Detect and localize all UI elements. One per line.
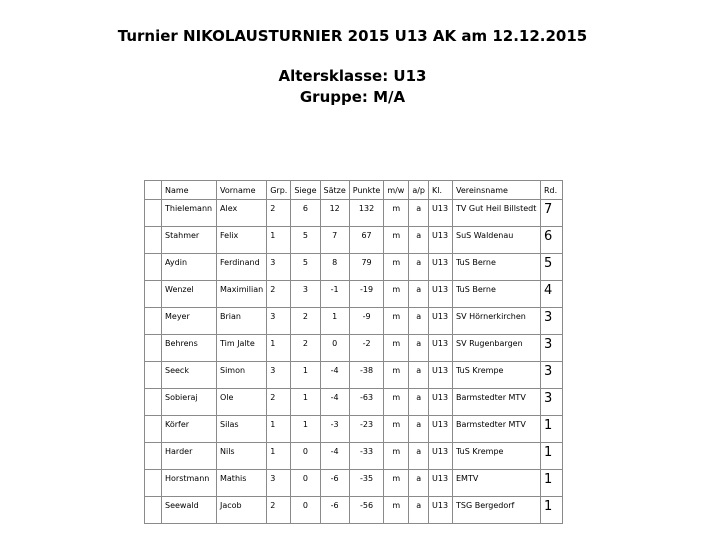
cell-kl: U13 [429,470,453,497]
cell-punkte: -33 [349,443,384,470]
cell-mw: m [384,335,409,362]
cell-kl: U13 [429,308,453,335]
cell-name: Körfer [162,416,217,443]
column-header-vorname: Vorname [217,181,267,200]
cell-punkte: 67 [349,227,384,254]
cell-ap: a [409,200,429,227]
cell-rd: 1 [541,470,563,497]
cell-blank [145,443,162,470]
cell-punkte: -63 [349,389,384,416]
cell-blank [145,416,162,443]
cell-punkte: -35 [349,470,384,497]
cell-verein: Barmstedter MTV [453,389,541,416]
cell-name: Aydin [162,254,217,281]
cell-rd: 3 [541,362,563,389]
cell-mw: m [384,254,409,281]
cell-punkte: -23 [349,416,384,443]
cell-kl: U13 [429,389,453,416]
cell-blank [145,227,162,254]
cell-siege: 5 [291,227,320,254]
cell-siege: 0 [291,443,320,470]
cell-rd: 1 [541,443,563,470]
table-row [145,470,563,497]
cell-rd: 5 [541,254,563,281]
cell-siege: 1 [291,389,320,416]
cell-blank [145,362,162,389]
column-header-saetze: Sätze [320,181,349,200]
cell-punkte: -38 [349,362,384,389]
cell-kl: U13 [429,200,453,227]
table-row [145,254,563,281]
cell-blank [145,200,162,227]
table-row [145,389,563,416]
cell-siege: 6 [291,200,320,227]
cell-ap: a [409,416,429,443]
cell-ap: a [409,335,429,362]
cell-siege: 2 [291,335,320,362]
cell-rd: 4 [541,281,563,308]
cell-mw: m [384,497,409,524]
cell-name: Meyer [162,308,217,335]
cell-saetze: 12 [320,200,349,227]
cell-ap: a [409,470,429,497]
cell-saetze: 7 [320,227,349,254]
cell-ap: a [409,227,429,254]
table-row [145,227,563,254]
table-row [145,335,563,362]
cell-ap: a [409,254,429,281]
cell-name: Sobieraj [162,389,217,416]
cell-kl: U13 [429,443,453,470]
cell-rd: 3 [541,335,563,362]
cell-siege: 5 [291,254,320,281]
cell-verein: TuS Krempe [453,362,541,389]
cell-ap: a [409,497,429,524]
cell-saetze: -6 [320,470,349,497]
cell-siege: 1 [291,362,320,389]
cell-vorname: Silas [217,416,267,443]
cell-kl: U13 [429,335,453,362]
cell-punkte: -19 [349,281,384,308]
cell-saetze: 0 [320,335,349,362]
column-header-name: Name [162,181,217,200]
cell-grp: 2 [267,281,291,308]
tournament-title: Turnier NIKOLAUSTURNIER 2015 U13 AK am 12.12.2015 [117,27,588,45]
cell-vorname: Ole [217,389,267,416]
cell-grp: 1 [267,335,291,362]
cell-rd: 1 [541,416,563,443]
group-heading: Gruppe: M/A [299,88,406,106]
cell-ap: a [409,443,429,470]
cell-siege: 1 [291,416,320,443]
cell-kl: U13 [429,497,453,524]
table-row [145,308,563,335]
column-header-mw: m/w [384,181,409,200]
column-header-ap: a/p [409,181,429,200]
cell-blank [145,389,162,416]
cell-siege: 2 [291,308,320,335]
cell-kl: U13 [429,362,453,389]
cell-blank [145,335,162,362]
cell-verein: SV Rugenbargen [453,335,541,362]
cell-siege: 0 [291,470,320,497]
cell-grp: 3 [267,308,291,335]
cell-vorname: Felix [217,227,267,254]
cell-saetze: -4 [320,443,349,470]
cell-vorname: Mathis [217,470,267,497]
cell-saetze: -3 [320,416,349,443]
cell-verein: EMTV [453,470,541,497]
cell-rd: 3 [541,308,563,335]
cell-vorname: Brian [217,308,267,335]
cell-grp: 1 [267,416,291,443]
cell-grp: 3 [267,470,291,497]
cell-siege: 0 [291,497,320,524]
table-row [145,416,563,443]
cell-verein: TV Gut Heil Billstedt [453,200,541,227]
cell-grp: 3 [267,254,291,281]
cell-vorname: Simon [217,362,267,389]
cell-verein: SV Hörnerkirchen [453,308,541,335]
cell-mw: m [384,227,409,254]
cell-punkte: 79 [349,254,384,281]
cell-saetze: -6 [320,497,349,524]
cell-mw: m [384,281,409,308]
cell-verein: TSG Bergedorf [453,497,541,524]
column-header-grp: Grp. [267,181,291,200]
cell-grp: 2 [267,200,291,227]
cell-ap: a [409,308,429,335]
column-header-kl: Kl. [429,181,453,200]
cell-blank [145,470,162,497]
cell-verein: TuS Krempe [453,443,541,470]
cell-saetze: -4 [320,362,349,389]
cell-mw: m [384,200,409,227]
cell-mw: m [384,362,409,389]
cell-kl: U13 [429,254,453,281]
cell-saetze: 1 [320,308,349,335]
cell-rd: 7 [541,200,563,227]
cell-mw: m [384,443,409,470]
cell-kl: U13 [429,416,453,443]
cell-punkte: -2 [349,335,384,362]
cell-grp: 2 [267,389,291,416]
cell-name: Harder [162,443,217,470]
cell-punkte: 132 [349,200,384,227]
column-header-siege: Siege [291,181,320,200]
cell-grp: 2 [267,497,291,524]
column-header-blank [145,181,162,200]
cell-blank [145,308,162,335]
cell-vorname: Nils [217,443,267,470]
cell-verein: TuS Berne [453,281,541,308]
cell-ap: a [409,281,429,308]
table-row [145,443,563,470]
cell-vorname: Tim Jalte [217,335,267,362]
cell-rd: 3 [541,389,563,416]
cell-rd: 1 [541,497,563,524]
cell-mw: m [384,416,409,443]
cell-kl: U13 [429,281,453,308]
cell-blank [145,497,162,524]
cell-ap: a [409,362,429,389]
cell-verein: TuS Berne [453,254,541,281]
cell-name: Seeck [162,362,217,389]
cell-name: Seewald [162,497,217,524]
table-row [145,497,563,524]
table-row [145,200,563,227]
cell-rd: 6 [541,227,563,254]
table-header-row [145,181,563,200]
cell-ap: a [409,389,429,416]
table-row [145,362,563,389]
cell-verein: SuS Waldenau [453,227,541,254]
cell-vorname: Jacob [217,497,267,524]
cell-name: Stahmer [162,227,217,254]
column-header-rd: Rd. [541,181,563,200]
cell-name: Horstmann [162,470,217,497]
cell-punkte: -56 [349,497,384,524]
cell-vorname: Ferdinand [217,254,267,281]
cell-mw: m [384,308,409,335]
cell-saetze: -4 [320,389,349,416]
cell-name: Wenzel [162,281,217,308]
cell-saetze: 8 [320,254,349,281]
column-header-verein: Vereinsname [453,181,541,200]
cell-vorname: Alex [217,200,267,227]
cell-punkte: -9 [349,308,384,335]
cell-blank [145,281,162,308]
cell-vorname: Maximilian [217,281,267,308]
cell-name: Thielemann [162,200,217,227]
cell-verein: Barmstedter MTV [453,416,541,443]
cell-blank [145,254,162,281]
cell-grp: 1 [267,443,291,470]
cell-grp: 1 [267,227,291,254]
cell-grp: 3 [267,362,291,389]
cell-saetze: -1 [320,281,349,308]
cell-siege: 3 [291,281,320,308]
cell-name: Behrens [162,335,217,362]
table-row [145,281,563,308]
cell-mw: m [384,470,409,497]
age-class-heading: Altersklasse: U13 [278,67,427,85]
column-header-punkte: Punkte [349,181,384,200]
results-table [144,180,563,524]
cell-kl: U13 [429,227,453,254]
cell-mw: m [384,389,409,416]
